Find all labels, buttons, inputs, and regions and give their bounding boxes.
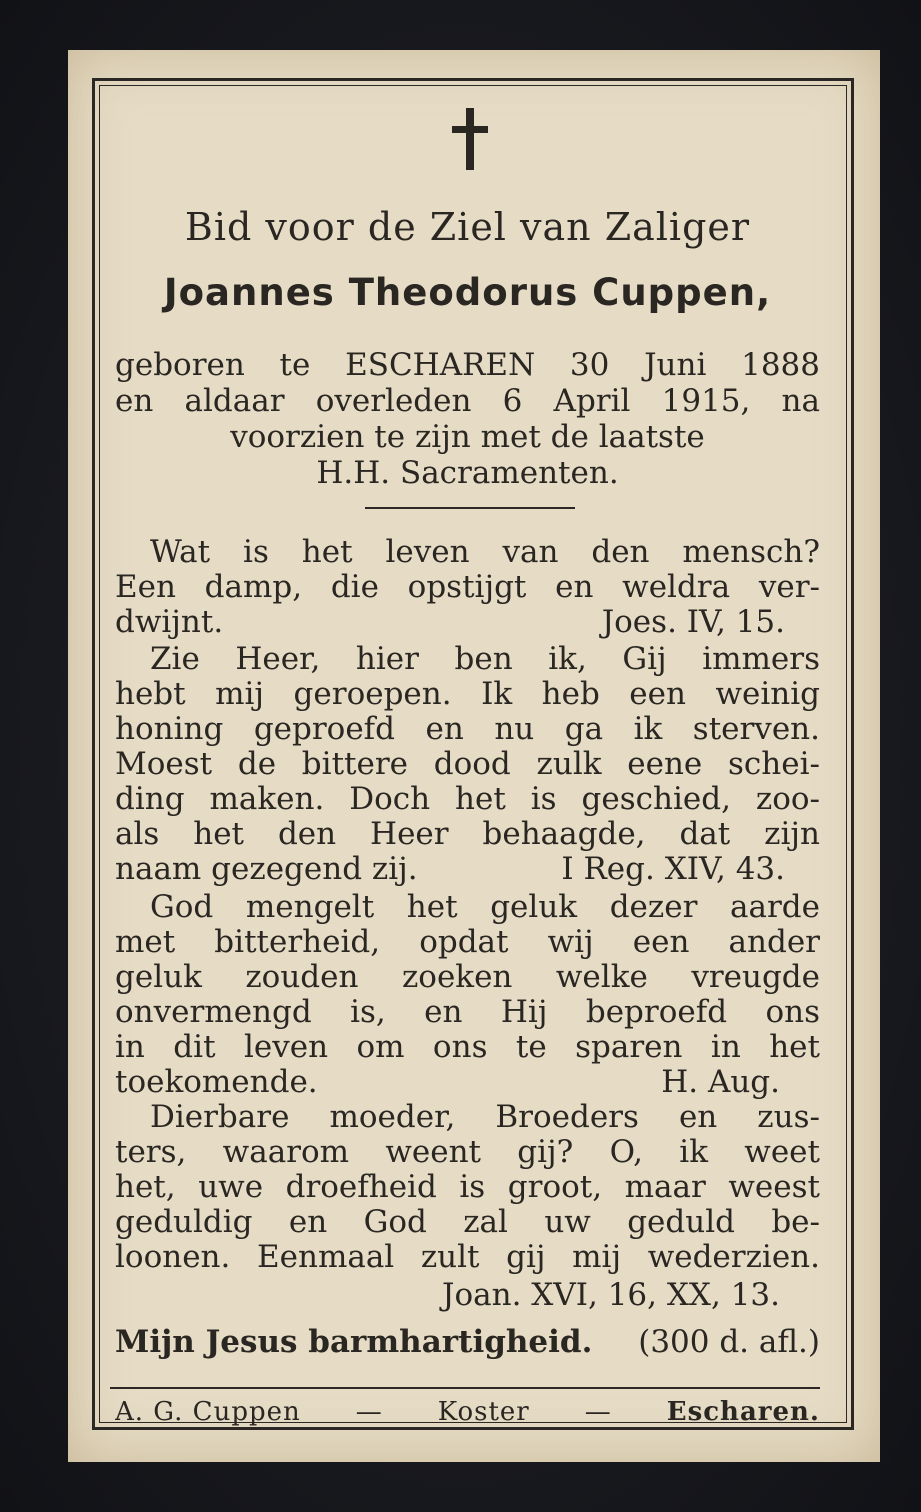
verse1-line-1: Wat is het leven van den mensch?	[150, 535, 820, 569]
verse4-line-4: geduldig en God zal uw geduld be-	[115, 1205, 820, 1239]
verse3-line-6	[115, 1065, 780, 1099]
verse3-line-1: God mengelt het geluk dezer aarde	[150, 890, 820, 924]
footer-place: Escharen.	[666, 1397, 820, 1427]
verse3-last-text: toekomende.	[115, 1065, 318, 1099]
verse2-reference: I Reg. XIV, 43.	[561, 852, 785, 886]
verse2-last-text: naam gezegend zij.	[115, 852, 418, 886]
intro-line-4: H.H. Sacramenten.	[316, 456, 619, 490]
intro-line-2: en aldaar overleden 6 April 1915, na	[115, 384, 820, 418]
footer-dash-2: —	[584, 1397, 612, 1427]
verse4-reference: Joan. XVI, 16, XX, 13.	[442, 1278, 780, 1312]
verse2-line-7	[115, 852, 785, 886]
indulgence-text: (300 d. afl.)	[638, 1324, 820, 1360]
verse1-reference: Joes. IV, 15.	[601, 605, 785, 639]
verse3-line-3: geluk zouden zoeken welke vreugde	[115, 960, 820, 994]
footer	[115, 1395, 820, 1429]
verse2-line-5: ding maken. Doch het is geschied, zoo-	[115, 782, 820, 816]
verse1-last-text: dwijnt.	[115, 605, 224, 639]
verse2-line-4: Moest de bittere dood zulk eene schei-	[115, 747, 820, 781]
verse3-line-4: onvermengd is, en Hij beproefd ons	[115, 995, 820, 1029]
footer-dash-1: —	[355, 1397, 383, 1427]
verse4-line-5: loonen. Eenmaal zult gij mij wederzien.	[115, 1240, 820, 1274]
prayer-line	[115, 1322, 820, 1362]
verse4-line-2: ters, waarom weent gij? O, ik weet	[115, 1135, 820, 1169]
prayer-text: Mijn Jesus barmhartigheid.	[115, 1324, 593, 1360]
verse4-line-3: het, uwe droefheid is groot, maar weest	[115, 1170, 820, 1204]
verse3-line-2: met bitterheid, opdat wij een ander	[115, 925, 820, 959]
footer-role: Koster	[437, 1397, 530, 1427]
deceased-name: Joannes Theodorus Cuppen,	[163, 271, 772, 314]
verse2-line-2: hebt mij geroepen. Ik heb een weinig	[115, 677, 820, 711]
verse3-reference: H. Aug.	[661, 1065, 780, 1099]
intro-line-1: geboren te ESCHAREN 30 Juni 1888	[115, 348, 820, 382]
footer-name: A. G. Cuppen	[115, 1397, 301, 1427]
intro-line-3: voorzien te zijn met de laatste	[230, 420, 705, 454]
verse3-line-5: in dit leven om ons te sparen in het	[115, 1030, 820, 1064]
heading: Bid voor de Ziel van Zaliger	[184, 205, 751, 249]
verse1-line-3	[115, 605, 785, 639]
divider	[365, 507, 575, 509]
verse2-line-1: Zie Heer, hier ben ik, Gij immers	[150, 642, 820, 676]
verse4-line-1: Dierbare moeder, Broeders en zus-	[150, 1100, 820, 1134]
cross-icon	[448, 108, 492, 170]
footer-divider	[110, 1387, 820, 1389]
verse2-line-3: honing geproefd en nu ga ik sterven.	[115, 712, 820, 746]
verse2-line-6: als het den Heer behaagde, dat zijn	[115, 817, 820, 851]
verse1-line-2: Een damp, die opstijgt en weldra ver-	[115, 570, 820, 604]
